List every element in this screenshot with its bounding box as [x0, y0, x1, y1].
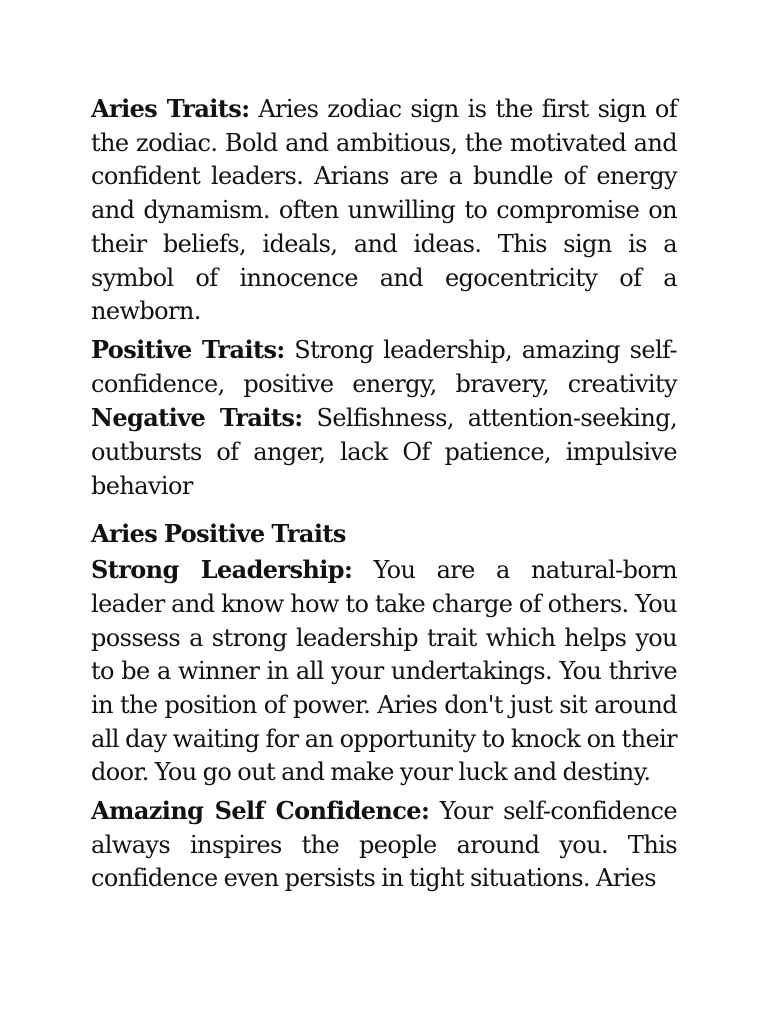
positive-traits-label: Positive Traits: — [91, 334, 285, 364]
strong-leadership-paragraph — [91, 553, 677, 790]
negative-traits-label: Negative Traits: — [91, 403, 303, 433]
section-heading: Aries Positive Traits — [91, 519, 346, 549]
aries-traits-text: Aries zodiac sign is the first sign of the zodiac. Bold and ambitious, the motivated and confident leaders. Arians are a bundle of energy and dynamism. often unwilling to compromise on their beliefs, ideals, and ideas. This sign is a symbol of innocence and egocentricity of a newborn. — [91, 95, 677, 326]
document-page — [91, 92, 677, 900]
aries-traits-label: Aries Traits: — [91, 94, 250, 123]
strong-leadership-text: You are a natural-born leader and know how to take charge of others. You possess a strong leadership trait which helps you to be a winner in all your undertakings. You thrive in the position of power. Aries don't just sit around all day waiting for an opportunity to knock on their door. You go out and make your luck and destiny. — [91, 556, 677, 787]
positive-traits-paragraph — [91, 333, 677, 504]
self-confidence-paragraph — [91, 794, 677, 896]
self-confidence-label: Amazing Self Confidence: — [91, 796, 430, 826]
self-confidence-text: Your self-confidence always inspires the people around you. This confidence even persists in tight situations. Aries — [91, 797, 677, 893]
aries-traits-paragraph — [91, 92, 677, 329]
positive-traits-text: Strong leadership, amazing self-confidence, positive energy, bravery, creativity — [91, 335, 677, 398]
strong-leadership-label: Strong Leadership: — [91, 555, 353, 585]
negative-traits-text: Selfishness, attention-seeking, outbursts of anger, lack Of patience, impulsive behavior — [91, 404, 677, 500]
